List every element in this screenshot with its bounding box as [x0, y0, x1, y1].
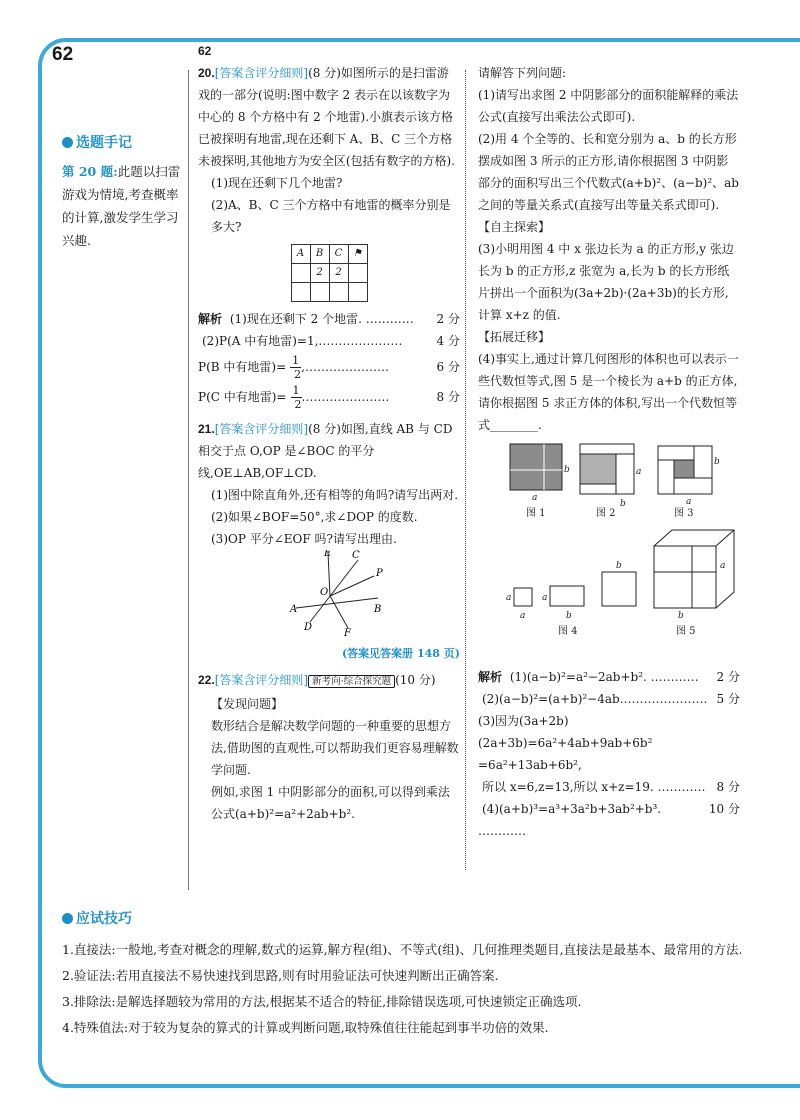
q21-sub3: (3)OP 平分∠EOF 吗?请写出理由. — [211, 532, 397, 546]
fig2-letter-a: a — [636, 467, 642, 477]
q22-p1: 数形结合是解决数学问题的一种重要的思想方法,借助图的直观性,可以帮助我们更容易理解数学问题. — [211, 719, 459, 777]
sidebar-notes — [62, 132, 184, 252]
sidebar-divider — [188, 70, 189, 890]
grid-cell: B — [310, 245, 329, 264]
q22-s2: (2)用 4 个全等的、长和宽分别为 a、b 的长方形摆成如图 3 所示的正方形,请你根据图 3 中阴影部分的面积写出三个代数式(a+b)²、(a−b)²、ab 之间的等量关系式(直接写出等量关系式即可). — [478, 132, 739, 212]
grid-cell: 2 — [329, 264, 348, 283]
fig4-letter-b2: b — [616, 561, 622, 571]
tip-3: 3.排除法:是解选择题较为常用的方法,根据某不适合的特征,排除错误选项,可快速锁定正确选项. — [62, 994, 582, 1009]
column-divider — [465, 70, 466, 870]
label-o: O — [320, 587, 329, 598]
fig4-large-square — [602, 572, 636, 606]
label-b: B — [374, 604, 382, 615]
fig1-caption: 图 1 — [526, 508, 546, 519]
tip-2: 2.验证法:若用直接法不易快速找到思路,则有时用验证法可快速判断出正确答案. — [62, 968, 499, 983]
fig4-letter-a2: a — [520, 611, 526, 621]
grid-cell — [348, 264, 367, 283]
column-right — [478, 62, 740, 842]
fig3-shade — [674, 460, 694, 478]
fig3-letter-b: b — [714, 457, 720, 467]
fig2-shade — [580, 454, 616, 484]
fig1-square — [510, 444, 562, 490]
q20-sub2: (2)A、B、C 三个方格中有地雷的概率分别是多大? — [211, 198, 451, 234]
column-left — [198, 62, 460, 825]
q22-h1: 【发现问题】 — [211, 697, 284, 711]
q22-figures — [478, 436, 740, 666]
note-icon — [62, 137, 73, 148]
fig2-letter-b: b — [620, 499, 626, 509]
q22-a3: (3)因为(3a+2b)(2a+3b)=6a²+4ab+9ab+6b² — [478, 714, 653, 750]
page-number-small: 62 — [198, 44, 212, 58]
label-f: F — [344, 628, 351, 636]
fig4-letter-a1: a — [506, 593, 512, 603]
minesweeper-grid — [291, 244, 368, 302]
fig1-letter-b: b — [564, 465, 570, 475]
q20-sol1: 解析 (1)现在还剩下 2 个地雷. ………… 2 分 — [198, 312, 460, 326]
ray-of — [330, 596, 348, 628]
fig4-caption: 图 4 — [558, 626, 578, 637]
fig1-letter-a: a — [532, 493, 538, 503]
q21-angle-figure — [198, 550, 460, 636]
fig3-letter-a: a — [686, 497, 692, 507]
grid-cell — [291, 283, 310, 302]
q21-stem: 21.[答案含评分细则](8 分)如图,直线 AB 与 CD 相交于点 O,OP 是∠BOC 的平分线,OE⊥AB,OF⊥CD. — [198, 422, 453, 480]
q20-sub1: (1)现在还剩下几个地雷? — [211, 176, 343, 190]
tip-4: 4.特殊值法:对于较为复杂的算式的计算或判断问题,取特殊值往往能起到事半功倍的效果. — [62, 1020, 549, 1035]
fig5-cube-front — [654, 546, 716, 608]
line-cd — [310, 560, 358, 622]
label-a: A — [290, 604, 298, 615]
q20-sol3: P(B 中有地雷)= $\frac{1}{2}$ ,………………… 6 分 — [198, 354, 460, 381]
grid-cell: C — [329, 245, 348, 264]
q22-a3c: 所以 x=6,z=13,所以 x+z=19. ………… 8 分 — [482, 780, 740, 794]
ray-op — [330, 576, 374, 596]
q22-stem: 22.[答案含评分细则] 新考向·综合探究题 (10 分) — [198, 673, 436, 687]
fig5-letter-a: a — [720, 561, 726, 571]
fig3-caption: 图 3 — [674, 508, 694, 519]
q22-s4: (4)事实上,通过计算几何图形的体积也可以表示一些代数恒等式,图 5 是一个棱长为 a+b 的正方体,请你根据图 5 求正方体的体积,写出一个代数恒等式________. — [478, 352, 739, 432]
figures-svg — [478, 436, 740, 666]
q22-lead: 请解答下列问题: — [478, 66, 567, 80]
grid-cell: 2 — [310, 264, 329, 283]
sidebar-title: 选题手记 — [62, 132, 184, 152]
fig5-letter-b: b — [678, 611, 684, 621]
q22-a3b: =6a²+13ab+6b², — [478, 758, 582, 772]
q22-a4: (4)(a+b)³=a³+3a²b+3ab²+b³. ………… 10 分 — [478, 802, 740, 838]
sidebar-note: 第 20 题:此题以扫雷游戏为情境,考查概率的计算,激发学生学习兴趣. — [62, 164, 181, 248]
q22-h3: 【拓展迁移】 — [478, 330, 551, 344]
grid-cell — [329, 283, 348, 302]
grid-cell — [310, 283, 329, 302]
tip-1: 1.直接法:一般地,考查对概念的理解,数式的运算,解方程(组)、不等式(组)、几何推理类题目,直接法是最基本、最常用的方法. — [62, 942, 743, 957]
page-number: 62 — [52, 44, 74, 65]
exam-tips — [62, 905, 792, 1041]
line-ab — [296, 598, 378, 608]
fig4-rect — [550, 586, 584, 606]
flag-icon: ⚑ — [348, 245, 367, 264]
q22-a1: 解析 (1)(a−b)²=a²−2ab+b². ………… 2 分 — [478, 670, 740, 684]
tips-icon — [62, 913, 73, 924]
label-e: E — [324, 550, 332, 559]
label-c: C — [352, 550, 360, 561]
q22-h2: 【自主探索】 — [478, 220, 551, 234]
q21-sub1: (1)图中除直角外,还有相等的角吗?请写出两对. — [211, 488, 459, 502]
fig4-letter-b1: b — [566, 611, 572, 621]
q22-a2: (2)(a−b)²=(a+b)²−4ab.………………… 5 分 — [482, 692, 740, 706]
fig4-letter-a3: a — [542, 593, 548, 603]
fig2-caption: 图 2 — [596, 508, 616, 519]
q20-stem: 20.[答案含评分细则](8 分)如图所示的是扫雷游戏的一部分(说明:图中数字 2 表示在以该数字为中心的 8 个方格中有 2 个地雷).小旗表示该方格已被探明有地雷,现在还剩下 A、B、C 三个方格未被探明,其他地方为安全区(包括有数字的方格). — [198, 66, 455, 168]
q21-sub2: (2)如果∠BOF=50°,求∠DOP 的度数. — [211, 510, 418, 524]
fig5-cube-edge — [716, 530, 734, 546]
q22-p2: 例如,求图 1 中阴影部分的面积,可以得到乘法公式(a+b)²=a²+2ab+b². — [211, 785, 450, 821]
q20-sol2: (2)P(A 中有地雷)=1,………………… 4 分 — [202, 334, 460, 348]
grid-cell: A — [291, 245, 310, 264]
grid-cell — [348, 283, 367, 302]
q22-s3: (3)小明用图 4 中 x 张边长为 a 的正方形,y 张边长为 b 的正方形,z 张宽为 a,长为 b 的长方形纸片拼出一个面积为(3a+2b)·(2a+3b)的长方形,计算 x+z 的值. — [478, 242, 734, 322]
label-d: D — [304, 622, 313, 633]
answer-reference: (答案见答案册 148 页) — [341, 647, 460, 660]
tips-title: 应试技巧 — [62, 905, 792, 931]
label-p: P — [376, 568, 383, 579]
grid-cell — [291, 264, 310, 283]
q20-sol4: P(C 中有地雷)= $\frac{1}{2}$ .………………… 8 分 — [198, 384, 460, 411]
fig4-small-square — [514, 588, 532, 606]
q22-s1: (1)请写出求图 2 中阴影部分的面积能解释的乘法公式(直接写出乘法公式即可). — [478, 88, 739, 124]
fig5-caption: 图 5 — [676, 626, 696, 637]
